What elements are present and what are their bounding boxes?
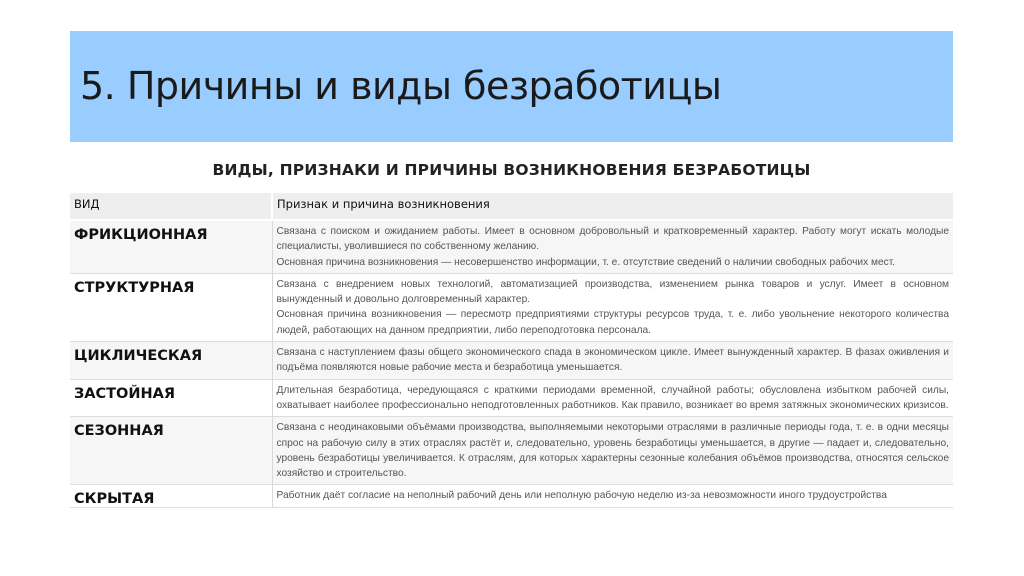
title-band <box>70 31 953 142</box>
description-cell <box>272 485 953 508</box>
type-cell: СТРУКТУРНАЯ <box>70 273 272 341</box>
description-cell <box>272 273 953 341</box>
description-text: Связана с наступлением фазы общего экономического спада в экономическом цикле. Имеет вынужденный характер. В фазах оживления и подъёма появляются новые рабочие места и безработица уменьшается. <box>276 347 949 374</box>
description-text: Основная причина возникновения — несовершенство информации, т. е. отсутствие сведений о наличии свободных рабочих мест. <box>276 256 896 268</box>
table-header-row <box>70 193 953 220</box>
description-text: Длительная безработица, чередующаяся с краткими периодами временной, случайной работы; обусловлена избытком рабочей силы, охватывает наиболее профессионально неподготовленных работников. Как правило, возникает во время затяжных экономических кризисов. <box>276 384 949 411</box>
table-row <box>70 379 953 417</box>
description-text: Связана с неодинаковыми объёмами производства, выполняемыми некоторыми отраслями в различные периоды года, т. е. в одни месяцы спрос на рабочую силу в этих отраслях растёт и, следовательно, уровень безработицы уменьшается, в другие — падает и, следовательно, уровень безработицы увеличивается. К отраслям, для которых характерны сезонные колебания объёмов производства, относятся сельское хозяйство и строительство. <box>276 422 949 480</box>
table-row <box>70 220 953 273</box>
description-text: Связана с поиском и ожиданием работы. Имеет в основном добровольный и кратковременный характер. Работу могут искать молодые специалисты, уволившиеся по собственному желанию. <box>276 226 949 253</box>
unemployment-types-table <box>70 193 953 508</box>
type-cell: СЕЗОННАЯ <box>70 417 272 485</box>
table-caption: ВИДЫ, ПРИЗНАКИ И ПРИЧИНЫ ВОЗНИКНОВЕНИЯ БЕЗРАБОТИЦЫ <box>212 161 811 179</box>
header-type: ВИД <box>70 193 272 220</box>
slide-title: 5. Причины и виды безработицы <box>80 64 722 108</box>
table-row <box>70 342 953 380</box>
type-cell: ЗАСТОЙНАЯ <box>70 379 272 417</box>
table-row <box>70 485 953 508</box>
table-row <box>70 417 953 485</box>
header-description: Признак и причина возникновения <box>272 193 953 220</box>
description-text: Связана с внедрением новых технологий, автоматизацией производства, изменением рынка товаров и услуг. Имеет в основном вынужденный и довольно долговременный характер. <box>276 278 949 306</box>
description-cell <box>272 417 953 485</box>
description-cell <box>272 342 953 380</box>
type-cell: ФРИКЦИОННАЯ <box>70 220 272 273</box>
description-cell <box>272 220 953 273</box>
description-text: Основная причина возникновения — пересмотр предприятиями структуры ресурсов труда, т. е. либо увольнение некоторого количества людей, работающих на данном предприятии, либо переподготовка персонала. <box>276 309 949 336</box>
description-text: Работник даёт согласие на неполный рабочий день или неполную рабочую неделю из-за невозможности иного трудоустройства <box>276 490 887 502</box>
type-cell: СКРЫТАЯ <box>70 485 272 508</box>
type-cell: ЦИКЛИЧЕСКАЯ <box>70 342 272 380</box>
table-row <box>70 273 953 341</box>
description-cell <box>272 379 953 417</box>
